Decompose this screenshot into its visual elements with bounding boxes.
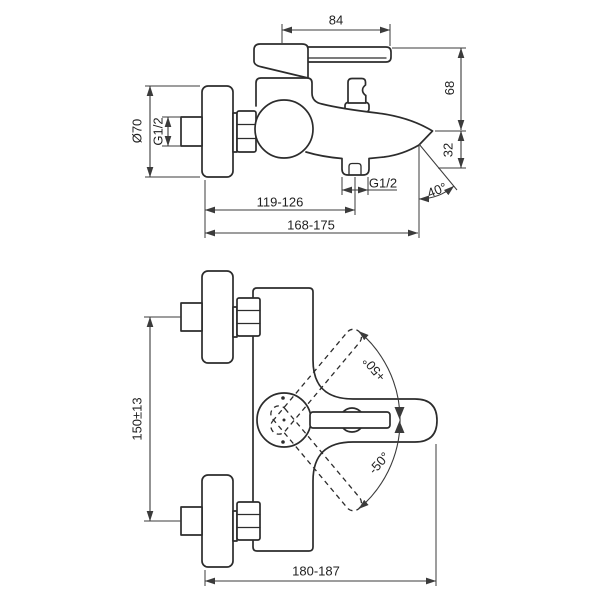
pivot-center-dot: [283, 419, 286, 422]
inlet-pipe-upper: [181, 303, 202, 331]
label-swing-up: +50°: [359, 353, 389, 385]
label-wall-to-outlet: 119-126: [256, 194, 304, 210]
side-view: [130, 13, 467, 239]
plan-view-parts: [181, 271, 437, 567]
diverter-knob: [348, 79, 366, 104]
label-inlet-spacing: 150±13: [129, 397, 145, 441]
label-escutcheon-diameter: Ø70: [129, 118, 145, 144]
plan-view: [130, 271, 438, 586]
escutcheon-upper: [202, 271, 233, 363]
label-swing-down: -50°: [365, 449, 393, 477]
label-height-68: 68: [442, 80, 457, 96]
screw-dot-bottom: [281, 440, 285, 444]
inlet-pipe-lower: [181, 507, 202, 535]
label-outlet-thread: G1/2: [368, 175, 398, 191]
label-handle-length: 84: [328, 12, 344, 28]
label-drop-32: 32: [440, 142, 456, 158]
escutcheon-side: [202, 86, 233, 177]
label-outlet-angle: 40°: [425, 179, 449, 201]
label-wall-to-tip: 168-175: [287, 217, 335, 233]
handle-lever-plan: [310, 412, 390, 428]
inlet-pipe-side: [181, 117, 202, 146]
handle-lever-side: [306, 47, 391, 62]
hex-nut-upper: [237, 298, 260, 336]
label-overall-depth: 180-187: [292, 563, 340, 579]
hex-nut-lower: [237, 502, 260, 540]
escutcheon-lower: [202, 475, 233, 567]
handle-cap-side: [254, 44, 308, 78]
screw-dot-top: [281, 396, 285, 400]
hex-nut-side: [237, 111, 256, 152]
label-inlet-thread: G1/2: [150, 117, 166, 146]
valve-body-side: [255, 100, 313, 158]
side-view-parts: [181, 44, 433, 177]
